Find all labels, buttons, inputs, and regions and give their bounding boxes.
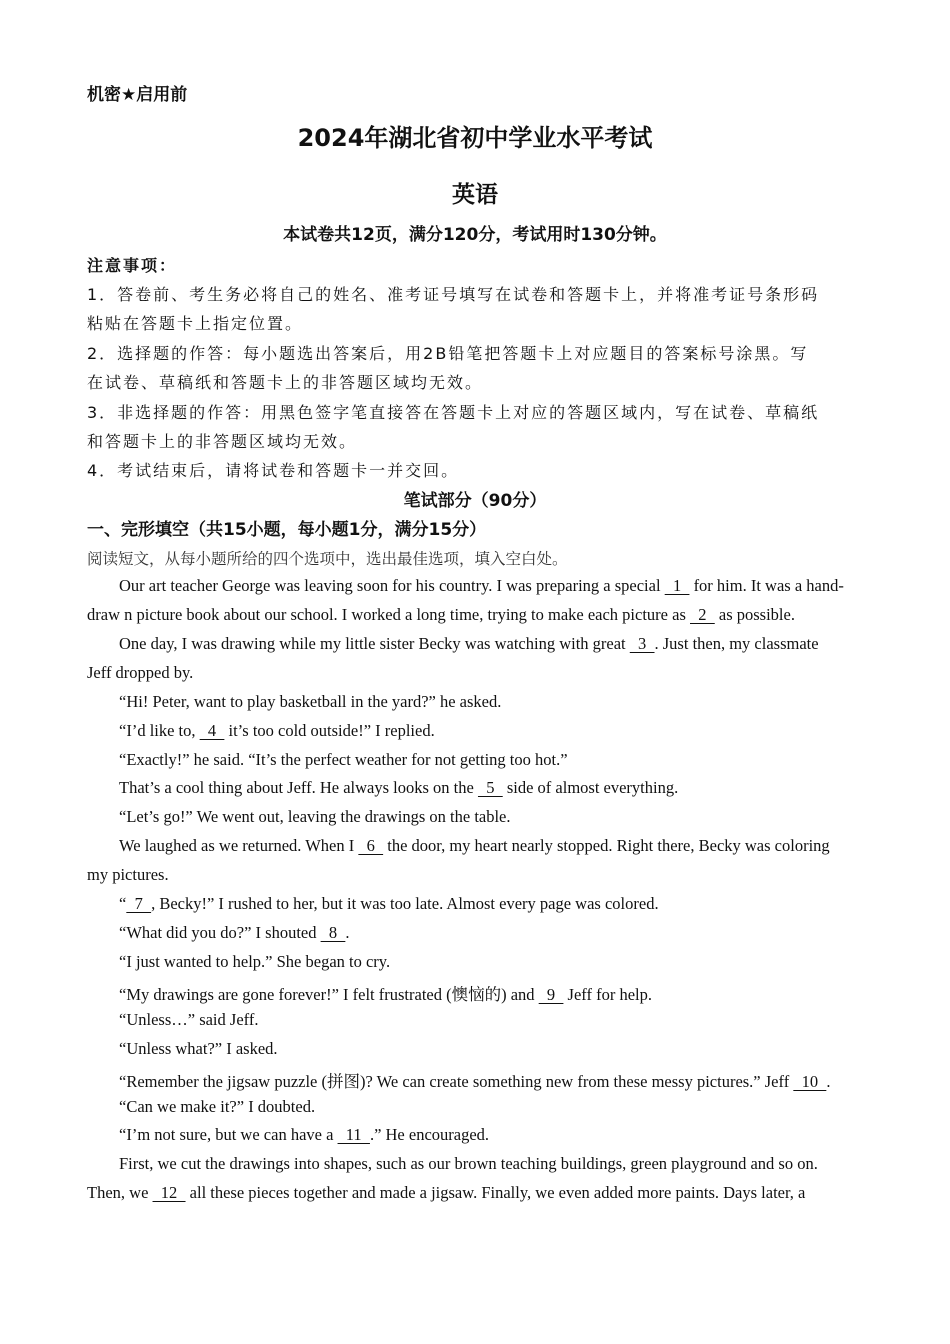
note-line: 4．考试结束后，请将试卷和答题卡一并交回。 [87,461,460,480]
passage-line: “ 7 , Becky!” I rushed to her, but it was too late. Almost every page was colored. [119,894,659,913]
passage-line: my pictures. [87,865,169,884]
blank-7: 7 [126,894,152,913]
part-heading: 笔试部分（90分） [403,491,547,511]
subject-title: 英语 [452,182,498,208]
passage-line: Then, we 12 all these pieces together and made a jigsaw. Finally, we even added more paints. Days later, a [87,1183,806,1202]
passage-line: “Remember the jigsaw puzzle (拼图)? We can create something new from these messy pictures.” Jeff 10 . [119,1072,831,1091]
passage-line: One day, I was drawing while my little sister Becky was watching with great 3 . Just then, my classmate [119,634,819,653]
blank-3: 3 [629,634,655,653]
blank-6: 6 [358,836,384,855]
passage-line: draw n picture book about our school. I worked a long time, trying to make each picture as 2 as possible. [87,605,795,624]
note-line: 2．选择题的作答：每小题选出答案后，用2B铅笔把答题卡上对应题目的答案标号涂黑。写 [87,344,809,363]
blank-4: 4 [199,721,225,740]
note-line: 和答题卡上的非答题区域均无效。 [87,432,358,451]
blank-9: 9 [538,985,564,1004]
passage-line: “I’m not sure, but we can have a 11 .” He encouraged. [119,1125,490,1144]
section-title: 一、完形填空（共15小题，每小题1分，满分15分） [87,520,487,540]
passage-line: “What did you do?” I shouted 8 . [119,923,350,942]
passage-line: First, we cut the drawings into shapes, such as our brown teaching buildings, green playground and so on. [119,1154,818,1173]
passage-line: “Unless…” said Jeff. [119,1010,259,1029]
note-line: 1．答卷前、考生务必将自己的姓名、准考证号填写在试卷和答题卡上，并将准考证号条形码 [87,285,820,304]
passage-line: Jeff dropped by. [87,663,194,682]
blank-8: 8 [320,923,346,942]
blank-11: 11 [337,1125,370,1144]
blank-12: 12 [152,1183,186,1202]
passage-line: “My drawings are gone forever!” I felt frustrated (懊恼的) and 9 Jeff for help. [119,985,653,1004]
confidential-label: 机密★启用前 [87,85,188,105]
section-instruction: 阅读短文，从每小题所给的四个选项中，选出最佳选项，填入空白处。 [87,550,568,568]
blank-5: 5 [477,778,503,797]
note-line: 3．非选择题的作答：用黑色签字笔直接答在答题卡上对应的答题区域内，写在试卷、草稿纸 [87,403,820,422]
passage-line: “Exactly!” he said. “It’s the perfect weather for not getting too hot.” [119,750,568,769]
passage-line: “I just wanted to help.” She began to cry. [119,952,391,971]
passage-line: Our art teacher George was leaving soon for his country. I was preparing a special 1 for him. It was a hand- [119,576,844,595]
passage-line: “Unless what?” I asked. [119,1039,278,1058]
passage-line: “Hi! Peter, want to play basketball in the yard?” he asked. [119,692,502,711]
note-line: 在试卷、草稿纸和答题卡上的非答题区域均无效。 [87,373,484,392]
passage-line: “Can we make it?” I doubted. [119,1097,316,1116]
note-line: 粘贴在答题卡上指定位置。 [87,314,304,333]
blank-10: 10 [793,1072,827,1091]
blank-2: 2 [690,605,715,624]
exam-title: 2024年湖北省初中学业水平考试 [297,124,653,152]
exam-info: 本试卷共12页，满分120分，考试用时130分钟。 [283,225,667,245]
passage-line: “Let’s go!” We went out, leaving the drawings on the table. [119,807,511,826]
notes-heading: 注意事项： [87,256,178,275]
blank-1: 1 [664,576,690,595]
passage-line: “I’d like to, 4 it’s too cold outside!” I replied. [119,721,435,740]
passage-line: That’s a cool thing about Jeff. He always looks on the 5 side of almost everything. [119,778,679,797]
passage-line: We laughed as we returned. When I 6 the door, my heart nearly stopped. Right there, Becky was coloring [119,836,830,855]
